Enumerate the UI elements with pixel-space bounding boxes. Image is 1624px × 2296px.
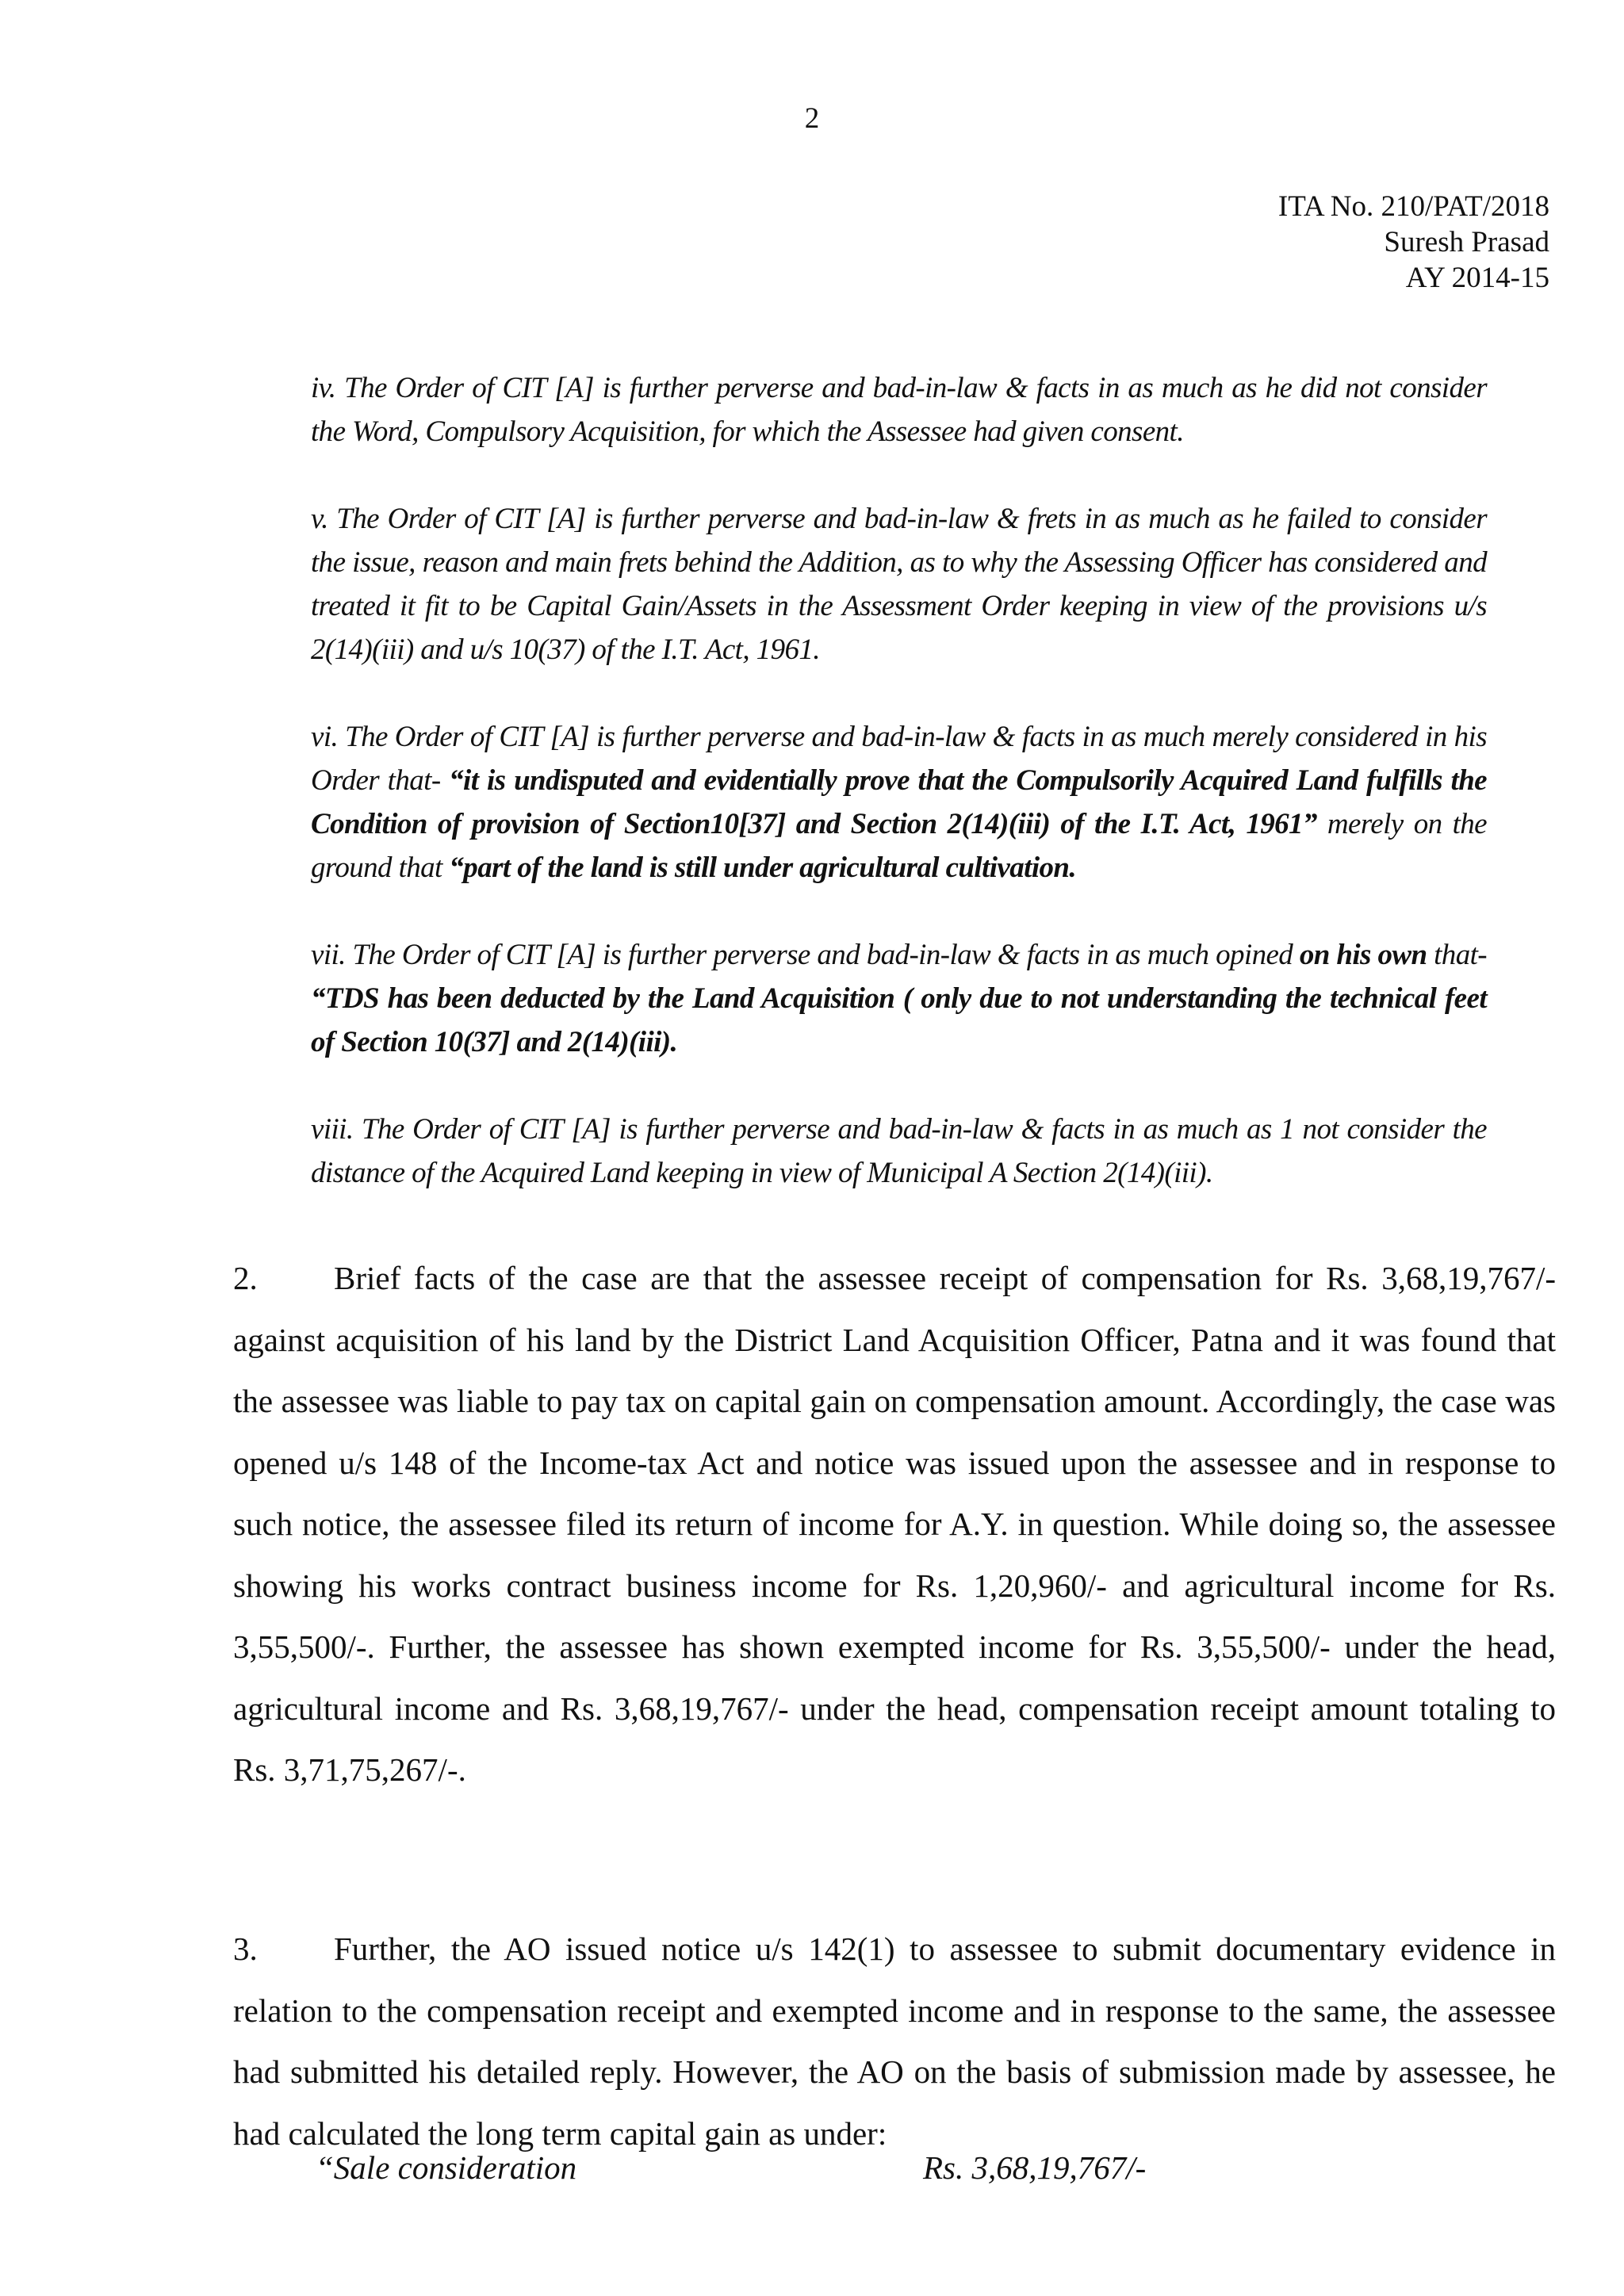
case-number: ITA No. 210/PAT/2018: [1277, 190, 1549, 223]
grounds-of-appeal: [311, 366, 1487, 1238]
ground-vii-intro: vii. The Order of CIT [A] is further perverse and bad-in-law & facts in as much opined: [311, 939, 1300, 971]
ground-vii-emphasis: on his own: [1299, 939, 1427, 971]
ground-vii: [311, 933, 1487, 1064]
ground-vii-quote: “TDS has been deducted by the Land Acquisition ( only due to not understanding the technical feet of Section 10(37] and 2(14)(iii).: [311, 982, 1487, 1058]
paragraph-3-text: Further, the AO issued notice u/s 142(1) to assessee to submit documentary evidence in relation to the compensation receipt and exempted income and in response to the same, the assessee had submitted his detailed reply. However, the AO on the basis of submission made by assessee, he had calculated the long term capital gain as under:: [233, 1931, 1556, 2152]
sale-consideration-value: Rs. 3,68,19,767/-: [923, 2149, 1147, 2186]
case-header: [1278, 189, 1549, 296]
ground-iv: iv. The Order of CIT [A] is further perverse and bad-in-law & facts in as much as he did not consider the Word, Compulsory Acquisition, for which the Assessee had given consent.: [311, 372, 1487, 448]
ground-vi-quote-1: “it is undisputed and evidentially prove that the Compulsorily Acquired Land fulfills the Condition of provision of Section10[37] and Section 2(14)(iii) of the I.T. Act, 1961”: [311, 764, 1488, 840]
ground-vii-middle: that-: [1427, 939, 1488, 971]
assessee-name: Suresh Prasad: [1384, 226, 1549, 258]
paragraph-3: [233, 1919, 1556, 2164]
paragraph-3-number: 3.: [233, 1931, 258, 1967]
capital-gain-computation: [316, 2137, 1146, 2198]
sale-consideration-label: “Sale consideration: [316, 2149, 577, 2186]
ground-vi-middle: merely on the ground that: [311, 808, 1487, 884]
ground-viii: viii. The Order of CIT [A] is further perverse and bad-in-law & facts in as much as 1 not consider the distance of the Acquired Land keeping in view of Municipal A Section 2(14)(iii).: [311, 1113, 1487, 1189]
ground-vi-intro: vi. The Order of CIT [A] is further perverse and bad-in-law & facts in as much merely considered in his Order that-: [311, 721, 1487, 797]
ground-vi: [311, 715, 1487, 890]
assessment-year: AY 2014-15: [1405, 262, 1549, 294]
paragraph-2-text: Brief facts of the case are that the assessee receipt of compensation for Rs. 3,68,19,767/- against acquisition of his land by the District Land Acquisition Officer, Patna and it was found that the assessee was liable to pay tax on capital gain on compensation amount. Accordingly, the case was opened u/s 148 of the Income-tax Act and notice was issued upon the assessee and in response to such notice, the assessee filed its return of income for A.Y. in question. While doing so, the assessee showing his works contract business income for Rs. 1,20,960/- and agricultural income for Rs. 3,55,500/-. Further, the assessee has shown exempted income for Rs. 3,55,500/- under the head, agricultural income and Rs. 3,68,19,767/- under the head, compensation receipt amount totaling to Rs. 3,71,75,267/-.: [233, 1260, 1556, 1788]
ground-v: v. The Order of CIT [A] is further perverse and bad-in-law & frets in as much as he failed to consider the issue, reason and main frets behind the Addition, as to why the Assessing Officer has considered and treated it fit to be Capital Gain/Assets in the Assessment Order keeping in view of the provisions u/s 2(14)(iii) and u/s 10(37) of the I.T. Act, 1961.: [311, 503, 1487, 666]
page-number: 2: [804, 102, 820, 135]
ground-vi-quote-2: “part of the land is still under agricultural cultivation.: [449, 851, 1077, 884]
paragraph-2-number: 2.: [233, 1260, 258, 1296]
paragraph-2: [233, 1248, 1556, 1801]
